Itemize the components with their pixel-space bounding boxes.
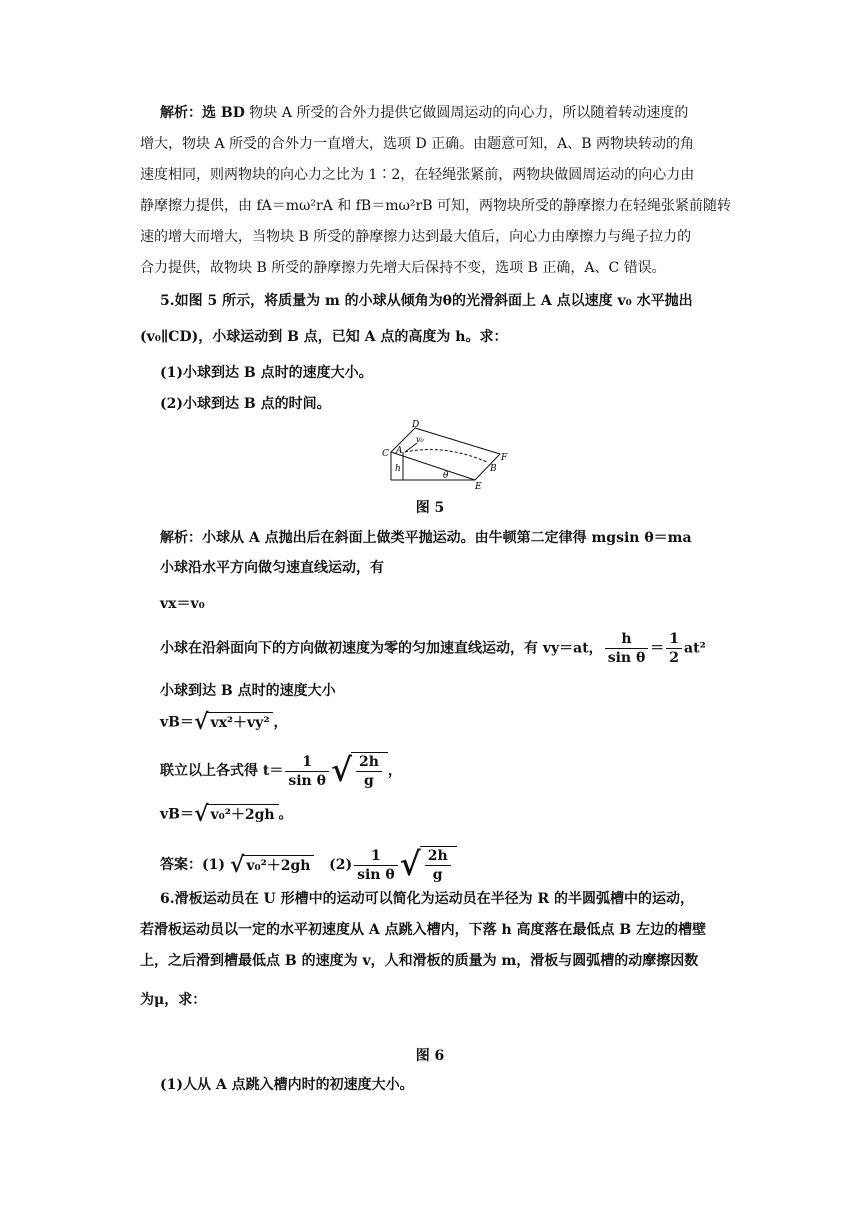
- label-E: E: [475, 482, 482, 490]
- question-6-line-2: 若滑板运动员以一定的水平初速度从 A 点跳入槽内，下落 h 高度落在最低点 B 左边的槽壁: [140, 922, 707, 938]
- figure-5-caption: 图 5: [415, 500, 445, 516]
- answer-label: 答案：: [160, 857, 202, 873]
- question-6-sub-1: (1)人从 A 点跳入槽内时的初速度大小。: [160, 1077, 414, 1093]
- analysis-line-6: 合力提供，故物块 B 所受的静摩擦力先增大后保持不变，选项 B 正确，A、C 错误。: [140, 260, 666, 276]
- frac-num: 2h: [356, 753, 382, 772]
- sqrt-radicand: [351, 752, 388, 790]
- question-5-line-2: (v₀∥CD)，小球运动到 B 点，已知 A 点的高度为 h。求：: [140, 329, 508, 345]
- t-lhs: 联立以上各式得 t＝: [160, 763, 284, 779]
- sqrt-radicand: v₀²＋2gh: [207, 804, 278, 825]
- solution-5-line-2: 小球沿水平方向做匀速直线运动，有: [160, 560, 384, 576]
- frac-den: 2: [669, 650, 680, 666]
- punctuation: 。: [278, 806, 293, 823]
- answer-choice: 选 BD: [202, 105, 245, 121]
- figure-6-caption: 图 6: [415, 1048, 445, 1064]
- analysis-line-1: [160, 103, 688, 123]
- solution-5-line-3: vx＝v₀: [160, 596, 205, 612]
- label-F: F: [501, 453, 508, 463]
- question-5-sub-1: (1)小球到达 B 点时的速度大小。: [160, 365, 373, 381]
- question-6-line-4: 为μ，求：: [140, 992, 207, 1008]
- question-5-sub-2: (2)小球到达 B 点的时间。: [160, 396, 331, 412]
- label-theta: θ: [443, 471, 449, 481]
- sqrt-sign-icon: √: [193, 709, 209, 735]
- solution-5-line-1: [160, 528, 692, 548]
- frac-den: g: [364, 773, 374, 789]
- sqrt-sign-icon: √: [229, 851, 245, 878]
- answer-5-line: [160, 846, 457, 884]
- solution-5-line-8: [160, 801, 293, 827]
- frac-num: 1: [354, 847, 398, 866]
- sqrt-sign-icon: √: [399, 845, 421, 883]
- sqrt-expression: [193, 801, 279, 827]
- frac-den: sin θ: [607, 650, 646, 666]
- frac-num: 1: [285, 753, 329, 772]
- analysis-text: 物块 A 所受的合外力提供它做圆周运动的向心力，所以随着转动速度的: [244, 105, 689, 121]
- solution-5-line-7: [160, 752, 402, 790]
- frac-num: h: [605, 630, 649, 649]
- sqrt-radicand: v₀²＋2gh: [243, 855, 314, 876]
- question-6-line-3: 上，之后滑到槽最低点 B 的速度为 v，人和滑板的质量为 m，滑板与圆弧槽的动摩擦因数: [140, 953, 699, 969]
- sqrt-expression: [331, 752, 388, 790]
- label-A: A: [396, 446, 403, 456]
- fraction-one-over-sin: [285, 753, 329, 790]
- label-h: h: [395, 464, 401, 474]
- sqrt-radicand: vx²＋vy²: [207, 712, 273, 733]
- vb-lhs: vB＝: [160, 806, 194, 823]
- figure-5-diagram: [375, 418, 515, 490]
- sqrt-sign-icon: √: [330, 751, 352, 789]
- sqrt-sign-icon: √: [193, 801, 209, 827]
- analysis-line-5: 速的增大而增大，当物块 B 所受的静摩擦力达到最大值后，向心力由摩擦力与绳子拉力的: [140, 229, 692, 245]
- vb-lhs: vB＝: [160, 714, 194, 731]
- label-D: D: [412, 420, 420, 430]
- answer-part-1: (1): [202, 857, 225, 873]
- solution-5-text-1: 小球从 A 点抛出后在斜面上做类平抛运动。由牛顿第二定律得 mgsin θ＝ma: [202, 530, 692, 546]
- equals-sign: ＝: [650, 640, 665, 657]
- punctuation: ，: [273, 714, 288, 731]
- sqrt-expression: [193, 709, 273, 735]
- solution-5-line-5: 小球到达 B 点时的速度大小: [160, 683, 336, 699]
- frac-den: sin θ: [357, 866, 395, 883]
- label-C: C: [382, 449, 389, 459]
- fraction-2h-over-g: [356, 753, 382, 790]
- frac-den: sin θ: [288, 772, 326, 789]
- fraction-half: [666, 630, 682, 667]
- solution-5-line-6: [160, 709, 288, 735]
- sqrt-radicand: [420, 846, 457, 884]
- fraction-2h-over-g: [425, 847, 451, 884]
- analysis-label: 解析：: [160, 105, 202, 121]
- analysis-line-4: 静摩擦力提供，由 fA＝mω²rA 和 fB＝mω²rB 可知，两物块所受的静摩擦力在轻绳张紧前随转: [140, 198, 731, 214]
- frac-den: g: [432, 867, 443, 883]
- question-5-line-1: 5.如图 5 所示，将质量为 m 的小球从倾角为θ的光滑斜面上 A 点以速度 v₀ 水平抛出: [160, 293, 693, 309]
- fraction-one-over-sin: [354, 847, 398, 884]
- answer-part-2: (2): [329, 857, 353, 873]
- fraction-h-over-sin: [605, 630, 649, 667]
- sqrt-expression: [229, 851, 315, 878]
- sqrt-expression: [400, 846, 457, 884]
- question-6-line-1: 6.滑板运动员在 U 形槽中的运动可以简化为运动员在半径为 R 的半圆弧槽中的运动，: [160, 891, 694, 907]
- formula-tail: at²: [684, 640, 706, 657]
- analysis-line-2: 增大，物块 A 所受的合外力一直增大，选项 D 正确。由题意可知，A、B 两物块转动的角: [140, 136, 694, 152]
- trajectory: [405, 450, 487, 462]
- solution-label: 解析：: [160, 530, 202, 546]
- punctuation: ，: [387, 763, 402, 779]
- solution-5-text-4: 小球在沿斜面向下的方向做初速度为零的匀加速直线运动，有 vy＝at，: [160, 640, 603, 657]
- label-v0: v₀: [416, 435, 424, 444]
- frac-num: 2h: [425, 847, 451, 866]
- label-B: B: [490, 464, 497, 474]
- solution-5-line-4: [160, 630, 706, 667]
- frac-num: 1: [666, 630, 682, 649]
- analysis-line-3: 速度相同，则两物块的向心力之比为 1∶2，在轻绳张紧前，两物块做圆周运动的向心力由: [140, 167, 695, 183]
